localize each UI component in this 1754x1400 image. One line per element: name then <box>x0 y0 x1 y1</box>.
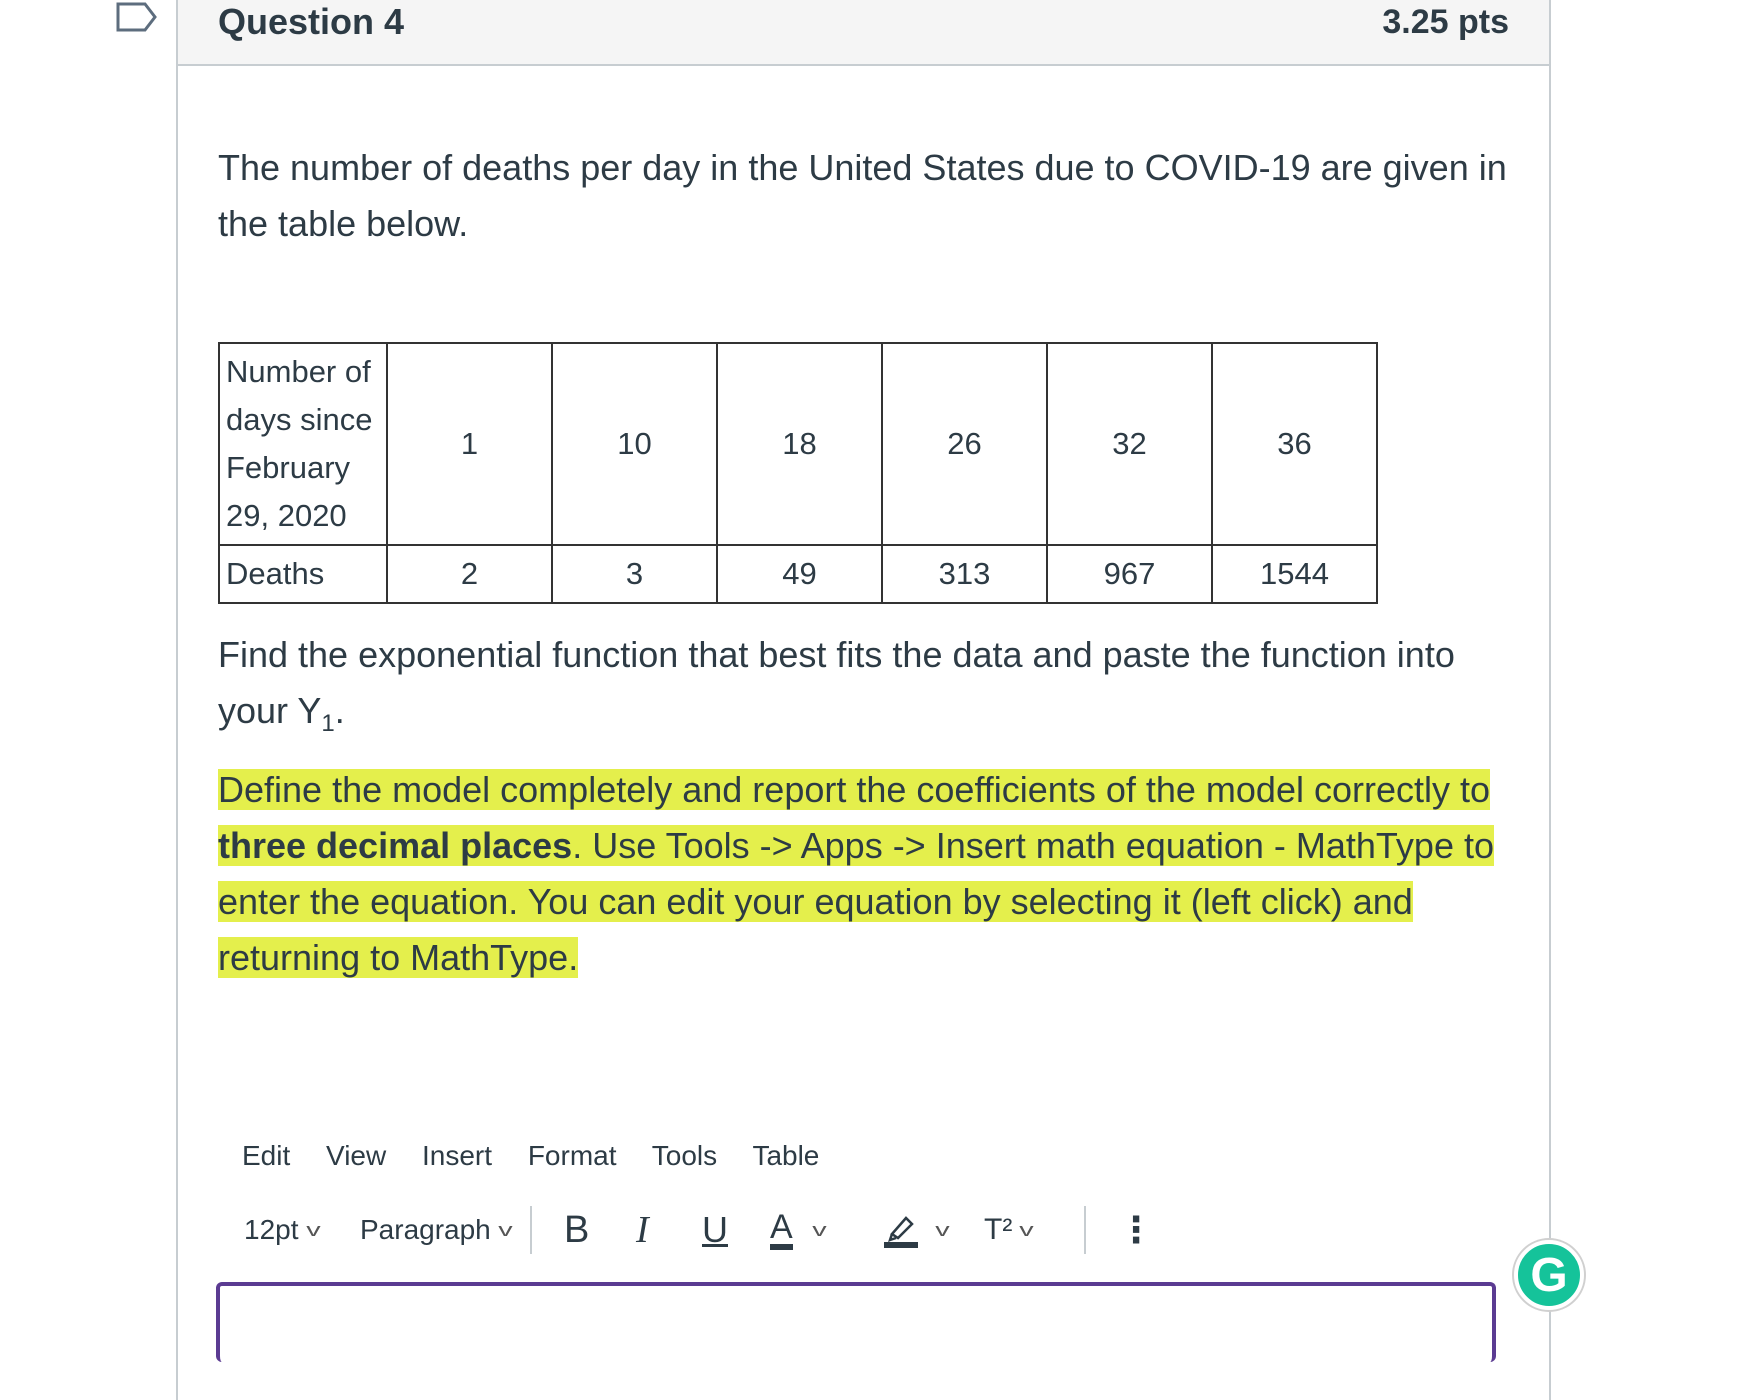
table-cell: 10 <box>552 343 717 545</box>
table-cell: 1544 <box>1212 545 1377 603</box>
question-title: Question 4 <box>218 1 405 42</box>
find-subscript: 1 <box>321 710 335 738</box>
more-options-button[interactable] <box>1118 1200 1154 1260</box>
font-color-icon: A <box>770 1210 793 1250</box>
chevron-down-icon: v <box>1019 1219 1035 1240</box>
row-header-deaths: Deaths <box>219 545 387 603</box>
menu-format[interactable]: Format <box>527 1140 617 1171</box>
chevron-down-icon: v <box>811 1219 827 1240</box>
find-paragraph <box>218 627 1508 739</box>
table-cell: 26 <box>882 343 1047 545</box>
question-card <box>176 0 1551 1400</box>
superscript-icon: T² <box>984 1213 1013 1246</box>
flag-question-icon[interactable] <box>115 2 159 32</box>
menu-edit[interactable]: Edit <box>242 1140 291 1171</box>
find-text: Find the exponential function that best fits the data and paste the function into your Y <box>218 634 1455 731</box>
question-points: 3.25 pts <box>1382 3 1509 41</box>
font-color-button[interactable] <box>770 1200 827 1260</box>
question-header <box>178 0 1549 66</box>
toolbar-divider <box>1084 1206 1086 1254</box>
chevron-down-icon: v <box>305 1219 321 1240</box>
find-text-end: . <box>334 690 345 731</box>
toolbar-divider <box>530 1206 532 1254</box>
menu-view[interactable]: View <box>326 1140 387 1171</box>
editor-menubar <box>242 1140 847 1172</box>
intro-paragraph: The number of deaths per day in the United States due to COVID-19 are given in the table below. <box>218 147 1507 244</box>
font-size-value: 12pt <box>244 1214 299 1245</box>
table-cell: 49 <box>717 545 882 603</box>
table-cell: 2 <box>387 545 552 603</box>
grammarly-icon[interactable] <box>1514 1240 1584 1310</box>
rich-text-editor-area[interactable] <box>216 1282 1496 1362</box>
highlighted-text-end: . Use Tools -> Apps -> Insert math equation - MathType to enter the equation. You can edit your equation by selecting it (left click) and returning to MathType. <box>218 825 1495 978</box>
bold-button[interactable] <box>564 1200 589 1260</box>
more-vertical-icon: ⋮ <box>1118 1209 1154 1250</box>
table-cell: 36 <box>1212 343 1377 545</box>
table-row <box>219 545 1377 603</box>
row-header-days: Number of days since February 29, 2020 <box>219 343 387 545</box>
data-table <box>218 342 1378 604</box>
superscript-button[interactable] <box>984 1200 1035 1260</box>
table-cell: 313 <box>882 545 1047 603</box>
menu-tools[interactable]: Tools <box>651 1140 718 1171</box>
instructions-paragraph <box>218 762 1508 986</box>
table-cell: 3 <box>552 545 717 603</box>
chevron-down-icon: v <box>498 1219 513 1240</box>
editor-toolbar <box>242 1200 1542 1260</box>
table-row <box>219 343 1377 545</box>
underline-button[interactable] <box>702 1200 728 1260</box>
highlighted-text: Define the model completely and report the coefficients of the model correctly to <box>218 769 1491 810</box>
menu-insert[interactable]: Insert <box>422 1140 493 1171</box>
italic-button[interactable] <box>636 1200 649 1260</box>
grammarly-label: G <box>1530 1248 1568 1302</box>
block-format-select[interactable] <box>360 1200 513 1260</box>
highlight-color-button[interactable] <box>884 1200 950 1260</box>
table-cell: 967 <box>1047 545 1212 603</box>
underline-icon: U <box>702 1209 728 1250</box>
block-format-value: Paragraph <box>360 1214 491 1245</box>
font-size-select[interactable] <box>244 1200 321 1260</box>
menu-table[interactable]: Table <box>752 1140 820 1171</box>
bold-icon: B <box>564 1208 590 1251</box>
table-cell: 1 <box>387 343 552 545</box>
highlighter-icon <box>884 1212 918 1248</box>
chevron-down-icon: v <box>935 1219 950 1240</box>
table-cell: 32 <box>1047 343 1212 545</box>
table-cell: 18 <box>717 343 882 545</box>
italic-icon: I <box>636 1209 649 1251</box>
highlighted-bold-text: three decimal places <box>218 825 573 866</box>
